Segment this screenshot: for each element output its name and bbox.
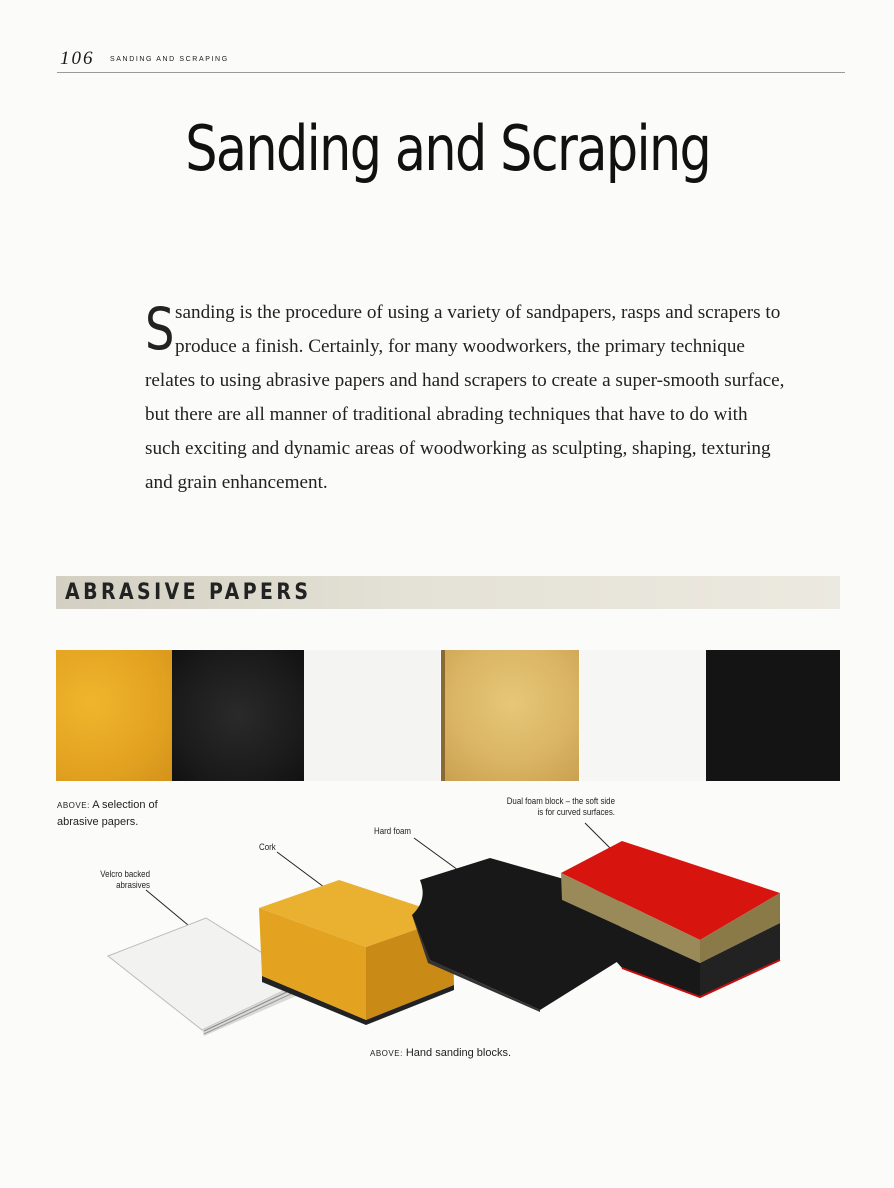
label-velcro: Velcro backed abrasives (100, 869, 150, 890)
label-dual-foam: Dual foam block – the soft side is for curved surfaces. (506, 796, 615, 817)
swatch-black-cloth (706, 650, 840, 781)
section-heading: ABRASIVE PAPERS (65, 580, 312, 605)
callout-line-velcro (146, 890, 188, 925)
swatch-pale-sand (441, 650, 579, 781)
label-cork: Cork (259, 842, 276, 852)
caption-text: A selection of abrasive papers. (57, 799, 158, 828)
section-heading-band (56, 576, 840, 609)
swatch-white-paper-2 (580, 650, 706, 781)
label-hard-foam: Hard foam (374, 826, 411, 836)
swatch-white-paper (304, 650, 440, 781)
drop-cap: S (145, 295, 175, 363)
running-head: SANDING AND SCRAPING (110, 56, 229, 63)
caption-prefix: ABOVE: (57, 801, 90, 810)
page-header (57, 46, 845, 73)
callout-line-hard-foam (414, 838, 458, 870)
swatch-yellow-coarse (56, 650, 173, 781)
caption-text: Hand sanding blocks. (405, 1047, 512, 1059)
swatch-black-grit (172, 650, 304, 781)
page-title: Sanding and Scraping (185, 112, 711, 185)
intro-paragraph (145, 296, 785, 500)
caption-sanding-blocks (370, 1045, 570, 1062)
intro-text: sanding is the procedure of using a variety of sandpapers, rasps and scrapers to produce a finish. Certainly, for many woodworkers, the primary technique relates to using abrasive papers and hand scrapers to create a super-smooth surface, but there are all manner of traditional abrading techniques that have to do with such exciting and dynamic areas of woodworking as sculpting, shaping, texturing and grain enhancement. (145, 302, 785, 493)
callout-line-cork (277, 852, 328, 890)
sanding-blocks-illustration (0, 780, 894, 1060)
page-number: 106 (60, 48, 95, 69)
caption-prefix: ABOVE: (370, 1049, 403, 1058)
